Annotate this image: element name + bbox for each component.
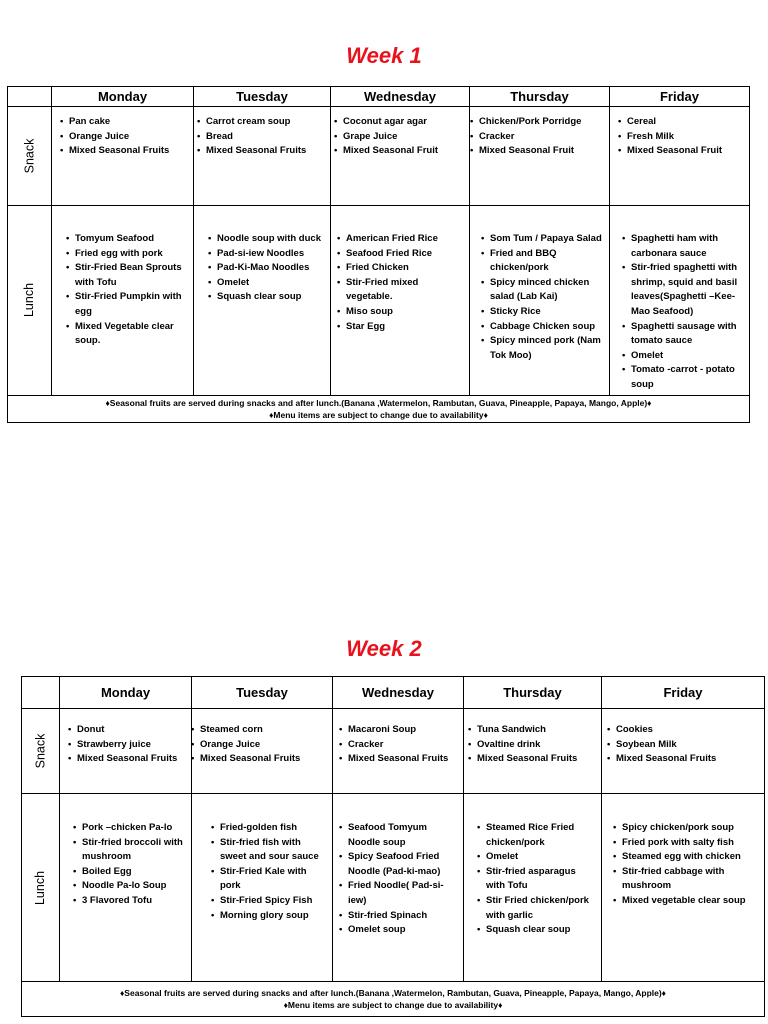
- menu-item-list: [470, 107, 609, 161]
- menu-item-list: [192, 709, 332, 769]
- week-2-menu-table: [21, 676, 765, 1017]
- menu-item: • Squash clear soup: [486, 923, 597, 938]
- menu-item: • Squash clear soup: [217, 290, 326, 305]
- menu-cell: [60, 794, 192, 982]
- menu-item: • Mixed Seasonal Fruits: [477, 752, 597, 767]
- menu-item: • Stir-fried fish with sweet and sour sauce: [220, 836, 328, 865]
- day-header-tuesday: Tuesday: [194, 87, 331, 107]
- menu-item: • Mixed Seasonal Fruits: [348, 752, 459, 767]
- footnote-availability: ♦Menu items are subject to change due to availability♦: [269, 409, 488, 420]
- menu-item: • Noodle soup with duck: [217, 232, 326, 247]
- week-2-title: Week 2: [346, 636, 422, 661]
- menu-item: • Fried and BBQ chicken/pork: [490, 247, 605, 276]
- menu-item: • Cereal: [627, 115, 745, 130]
- menu-item: • Noodle Pa-lo Soup: [82, 879, 187, 894]
- menu-cell: [464, 794, 602, 982]
- menu-item: • Soybean Milk: [616, 738, 760, 753]
- menu-item-list: [194, 206, 330, 307]
- menu-item: • Morning glory soup: [220, 909, 328, 924]
- menu-cell: [331, 107, 470, 206]
- day-header-friday: Friday: [610, 87, 750, 107]
- day-header-thursday: Thursday: [464, 677, 602, 709]
- footnote-availability: ♦Menu items are subject to change due to availability♦: [283, 1000, 503, 1010]
- menu-item: • Stir-fried broccoli with mushroom: [82, 836, 187, 865]
- row-label-snack: Snack: [22, 709, 60, 794]
- menu-item: • Omelet: [631, 349, 745, 364]
- menu-cell: [464, 709, 602, 794]
- menu-item: • Bread: [206, 130, 326, 145]
- menu-item: • Stir-fried asparagus with Tofu: [486, 865, 597, 894]
- menu-item: • Fresh Milk: [627, 130, 745, 145]
- menu-item: • Fried Chicken: [346, 261, 465, 276]
- menu-item: • Sticky Rice: [490, 305, 605, 320]
- menu-cell: [60, 709, 192, 794]
- menu-item: • Orange Juice: [69, 130, 189, 145]
- menu-item: • Spaghetti ham with carbonara sauce: [631, 232, 745, 261]
- menu-item: • Fried pork with salty fish: [622, 836, 760, 851]
- menu-item: • Spicy minced chicken salad (Lab Kai): [490, 276, 605, 305]
- menu-item: • Stir-fried spaghetti with shrimp, squid and basil leaves(Spaghetti –Kee-Mao Seafood): [631, 261, 745, 319]
- menu-item: • Mixed Seasonal Fruits: [200, 752, 328, 767]
- menu-cell: [194, 107, 331, 206]
- day-header-monday: Monday: [52, 87, 194, 107]
- menu-item: • Star Egg: [346, 320, 465, 335]
- menu-item-list: [333, 794, 463, 940]
- menu-item: • Boiled Egg: [82, 865, 187, 880]
- menu-item-list: [52, 206, 193, 351]
- menu-cell: [52, 206, 194, 396]
- day-header-tuesday: Tuesday: [192, 677, 333, 709]
- menu-item: • Mixed Seasonal Fruits: [616, 752, 760, 767]
- menu-item: • Steamed Rice Fried chicken/pork: [486, 821, 597, 850]
- menu-item: • Spicy Seafood Fried Noodle (Pad-ki-mao): [348, 850, 459, 879]
- menu-item: • Mixed Vegetable clear soup.: [75, 320, 189, 349]
- menu-item: • Steamed egg with chicken: [622, 850, 760, 865]
- menu-item: • Mixed Seasonal Fruit: [627, 144, 745, 159]
- menu-item-list: [464, 709, 601, 769]
- corner-cell: [8, 87, 52, 107]
- menu-cell: [192, 794, 333, 982]
- menu-item: • Stir-fried Spinach: [348, 909, 459, 924]
- menu-item-list: [60, 709, 191, 769]
- footnote: [8, 395, 750, 422]
- menu-item: • Strawberry juice: [77, 738, 187, 753]
- week-1-menu-table: [7, 86, 750, 423]
- menu-item: • Omelet soup: [348, 923, 459, 938]
- menu-item: • Mixed Seasonal Fruit: [343, 144, 465, 159]
- menu-cell: [602, 794, 765, 982]
- menu-item: • Spicy chicken/pork soup: [622, 821, 760, 836]
- menu-item: • Pad-Ki-Mao Noodles: [217, 261, 326, 276]
- footnote-seasonal-fruits: ♦Seasonal fruits are served during snacks and after lunch.(Banana ,Watermelon, Rambutan, Guava, Pineapple, Papaya, Mango, Apple)♦: [105, 397, 652, 408]
- menu-item: • Coconut agar agar: [343, 115, 465, 130]
- menu-item: • Tomato -carrot - potato soup: [631, 363, 745, 392]
- menu-item: • Mixed Seasonal Fruits: [77, 752, 187, 767]
- menu-item-list: [464, 794, 601, 940]
- day-header-friday: Friday: [602, 677, 765, 709]
- menu-item-list: [333, 709, 463, 769]
- menu-item: • Cookies: [616, 723, 760, 738]
- menu-item-list: [331, 206, 469, 336]
- menu-item: • Mixed Seasonal Fruits: [206, 144, 326, 159]
- menu-cell: [333, 794, 464, 982]
- menu-item-list: [331, 107, 469, 161]
- menu-item: • Stir-Fried Pumpkin with egg: [75, 290, 189, 319]
- menu-item: • Stir Fried chicken/pork with garlic: [486, 894, 597, 923]
- menu-item: • Mixed Seasonal Fruits: [69, 144, 189, 159]
- menu-item: • Pan cake: [69, 115, 189, 130]
- menu-item: • Stir-Fried mixed vegetable.: [346, 276, 465, 305]
- menu-item: • Grape Juice: [343, 130, 465, 145]
- corner-cell: [22, 677, 60, 709]
- day-header-wednesday: Wednesday: [333, 677, 464, 709]
- menu-item-list: [192, 794, 332, 925]
- menu-item: • Stir-fried cabbage with mushroom: [622, 865, 760, 894]
- menu-item: • Steamed corn: [200, 723, 328, 738]
- menu-item: • Stir-Fried Bean Sprouts with Tofu: [75, 261, 189, 290]
- menu-cell: [602, 709, 765, 794]
- menu-item: • Macaroni Soup: [348, 723, 459, 738]
- menu-item-list: [52, 107, 193, 161]
- menu-cell: [470, 107, 610, 206]
- menu-cell: [52, 107, 194, 206]
- day-header-monday: Monday: [60, 677, 192, 709]
- menu-item: • Omelet: [486, 850, 597, 865]
- menu-item-list: [60, 794, 191, 911]
- menu-item: • Fried-golden fish: [220, 821, 328, 836]
- menu-cell: [470, 206, 610, 396]
- menu-item: • Stir-Fried Spicy Fish: [220, 894, 328, 909]
- week-1-title: Week 1: [346, 43, 422, 68]
- menu-item: • Carrot cream soup: [206, 115, 326, 130]
- row-label-lunch: Lunch: [8, 206, 52, 396]
- menu-item: • Mixed Seasonal Fruit: [479, 144, 605, 159]
- menu-item: • Cracker: [348, 738, 459, 753]
- menu-item: • American Fried Rice: [346, 232, 465, 247]
- row-label-snack: Snack: [8, 107, 52, 206]
- menu-item-list: [194, 107, 330, 161]
- menu-item: • Cracker: [479, 130, 605, 145]
- menu-item: • Cabbage Chicken soup: [490, 320, 605, 335]
- menu-item: • Donut: [77, 723, 187, 738]
- menu-item: • Tomyum Seafood: [75, 232, 189, 247]
- menu-item: • Pad-si-iew Noodles: [217, 247, 326, 262]
- menu-cell: [610, 107, 750, 206]
- menu-item: • Seafood Tomyum Noodle soup: [348, 821, 459, 850]
- menu-item-list: [610, 107, 749, 161]
- menu-item: • Seafood Fried Rice: [346, 247, 465, 262]
- menu-item: • Ovaltine drink: [477, 738, 597, 753]
- menu-item: • Tuna Sandwich: [477, 723, 597, 738]
- menu-item-list: [602, 709, 764, 769]
- day-header-thursday: Thursday: [470, 87, 610, 107]
- menu-item: • Spaghetti sausage with tomato sauce: [631, 320, 745, 349]
- menu-item: • Mixed vegetable clear soup: [622, 894, 760, 909]
- menu-item: • Miso soup: [346, 305, 465, 320]
- day-header-wednesday: Wednesday: [331, 87, 470, 107]
- menu-cell: [194, 206, 331, 396]
- menu-item: • Stir-Fried Kale with pork: [220, 865, 328, 894]
- menu-cell: [610, 206, 750, 396]
- menu-item: • Spicy minced pork (Nam Tok Moo): [490, 334, 605, 363]
- menu-item-list: [470, 206, 609, 365]
- menu-item: • Som Tum / Papaya Salad: [490, 232, 605, 247]
- menu-item: • Chicken/Pork Porridge: [479, 115, 605, 130]
- menu-item: • 3 Flavored Tofu: [82, 894, 187, 909]
- menu-item-list: [610, 206, 749, 395]
- menu-item: • Omelet: [217, 276, 326, 291]
- menu-item: • Orange Juice: [200, 738, 328, 753]
- menu-cell: [192, 709, 333, 794]
- menu-cell: [331, 206, 470, 396]
- menu-item: • Fried Noodle( Pad-si-iew): [348, 879, 459, 908]
- row-label-lunch: Lunch: [22, 794, 60, 982]
- menu-item: • Fried egg with pork: [75, 247, 189, 262]
- menu-cell: [333, 709, 464, 794]
- footnote: [22, 982, 765, 1017]
- menu-item: • Pork –chicken Pa-lo: [82, 821, 187, 836]
- footnote-seasonal-fruits: ♦Seasonal fruits are served during snacks and after lunch.(Banana ,Watermelon, Rambutan, Guava, Pineapple, Papaya, Mango, Apple)♦: [119, 988, 667, 998]
- menu-item-list: [602, 794, 764, 911]
